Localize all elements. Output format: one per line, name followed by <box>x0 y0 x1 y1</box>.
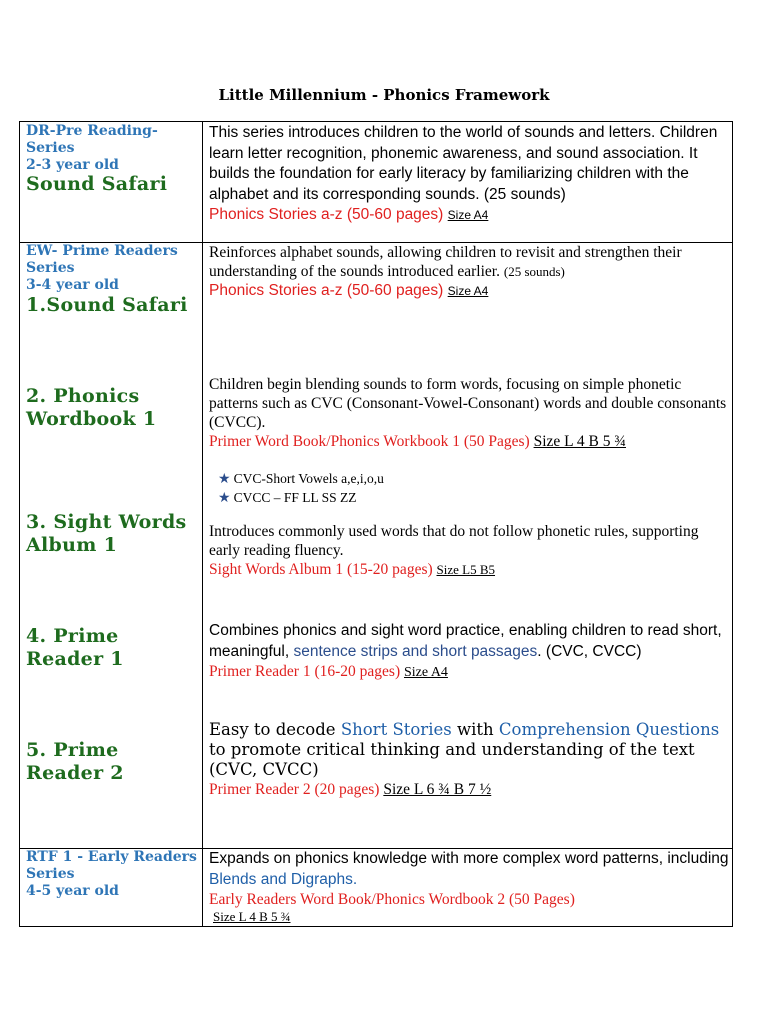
ew-item5-title: 5. Prime Reader 2 <box>26 739 124 784</box>
rtf-size-line <box>209 909 729 925</box>
ew-age: 3-4 year old <box>26 277 119 293</box>
dr-description: This series introduces children to the world of sounds and letters. Children learn letter recognition, phonemic awareness, and sound association. It builds the foundation for early literacy by familiarizing children with the alphabet and its corresponding sounds. (25 sounds) <box>209 124 718 203</box>
ew-item4-description: Combines phonics and sight word practice, enabling children to read short, meaningful, <box>209 622 722 660</box>
rtf-age: 4-5 year old <box>26 883 119 899</box>
ew-item2-bullets <box>218 470 384 508</box>
ew-item5-description-line <box>209 720 729 780</box>
ew-item5-cell <box>209 720 729 799</box>
ew-item1-title: 1.Sound Safari <box>26 294 188 316</box>
ew-item2-cell <box>209 375 729 451</box>
ew-item4-cell <box>209 621 729 682</box>
ew-item2-description: Children begin blending sounds to form words, focusing on simple phonetic patterns such as CVC (Consonant-Vowel-Consonant) words and double consonants (CVCC). <box>209 376 727 431</box>
bullet-text: CVC-Short Vowels a,e,i,o,u <box>233 471 384 486</box>
ew-item5-description: Easy to decode <box>209 720 336 739</box>
ew-item3-books: Sight Words Album 1 (15-20 pages) <box>209 561 433 578</box>
rtf-cell <box>209 849 729 925</box>
ew-item4-description-line <box>209 621 729 662</box>
dr-books-line <box>209 205 729 226</box>
ew-item3-books-line <box>209 560 729 579</box>
ew-item4-books: Primer Reader 1 (16-20 pages) <box>209 663 401 680</box>
rtf-highlight: Blends and Digraphs. <box>209 870 358 888</box>
star-icon: ★ <box>218 491 231 506</box>
dr-size: Size A4 <box>447 208 489 222</box>
ew-item5-highlight-2: Comprehension Questions <box>498 720 720 739</box>
ew-item3-description: Introduces commonly used words that do not follow phonetic rules, supporting early reading fluency. <box>209 523 699 559</box>
rtf-description: Expands on phonics knowledge with more complex word patterns, including <box>209 850 729 867</box>
ew-item4-description-end: . (CVC, CVCC) <box>537 642 642 660</box>
ew-item2-title: 2. Phonics Wordbook 1 <box>26 385 157 430</box>
ew-item1-size: Size A4 <box>447 284 489 298</box>
ew-item2-books-line <box>209 432 729 451</box>
bullet-item <box>218 470 384 489</box>
rtf-size: Size L 4 B 5 ¾ <box>213 909 291 924</box>
ew-item5-books-line <box>209 780 729 799</box>
ew-item3-size: Size L5 B5 <box>436 562 496 577</box>
ew-item4-title: 4. Prime Reader 1 <box>26 625 124 670</box>
dr-series-label <box>26 123 198 174</box>
ew-item4-books-line <box>209 662 729 682</box>
ew-item5-size: Size L 6 ¾ B 7 ½ <box>383 781 492 798</box>
framework-table <box>19 121 733 927</box>
ew-item5-description-mid: with <box>456 720 494 739</box>
dr-books: Phonics Stories a-z (50-60 pages) <box>209 206 444 223</box>
ew-item4-size: Size A4 <box>403 665 448 680</box>
bullet-item <box>218 489 384 508</box>
rtf-description-line <box>209 849 729 890</box>
ew-series-name: EW- Prime Readers Series <box>26 243 178 276</box>
dr-series-name: DR-Pre Reading-Series <box>26 123 158 156</box>
ew-item3-cell <box>209 522 729 579</box>
ew-item1-description-line <box>209 243 729 281</box>
ew-item5-highlight-1: Short Stories <box>340 720 452 739</box>
ew-item2-size: Size L 4 B 5 ¾ <box>533 433 626 450</box>
ew-series-label <box>26 243 198 294</box>
ew-item5-description-end: to promote critical thinking and understanding of the text (CVC, CVCC) <box>209 740 695 779</box>
page-title: Little Millennium - Phonics Framework <box>218 86 550 104</box>
dr-age: 2-3 year old <box>26 157 119 173</box>
dr-description-cell <box>209 123 729 226</box>
ew-item5-books: Primer Reader 2 (20 pages) <box>209 781 380 798</box>
ew-item1-books-line <box>209 281 729 302</box>
ew-item1-description: Reinforces alphabet sounds, allowing children to revisit and strengthen their understanding of the sounds introduced earlier. <box>209 244 682 280</box>
ew-item3-title: 3. Sight Words Album 1 <box>26 511 187 556</box>
rtf-series-label <box>26 849 198 900</box>
rtf-books: Early Readers Word Book/Phonics Wordbook 2 (50 Pages) <box>209 891 575 908</box>
ew-item1-cell <box>209 243 729 302</box>
ew-item1-note: (25 sounds) <box>503 264 565 279</box>
ew-item1-books: Phonics Stories a-z (50-60 pages) <box>209 282 444 299</box>
star-icon: ★ <box>218 472 231 487</box>
bullet-text: CVCC – FF LL SS ZZ <box>233 490 357 505</box>
rtf-series-name: RTF 1 - Early Readers Series <box>26 849 197 882</box>
dr-book-title: Sound Safari <box>26 173 168 195</box>
ew-item4-highlight: sentence strips and short passages <box>293 642 538 660</box>
ew-item2-books: Primer Word Book/Phonics Workbook 1 (50 Pages) <box>209 433 530 450</box>
